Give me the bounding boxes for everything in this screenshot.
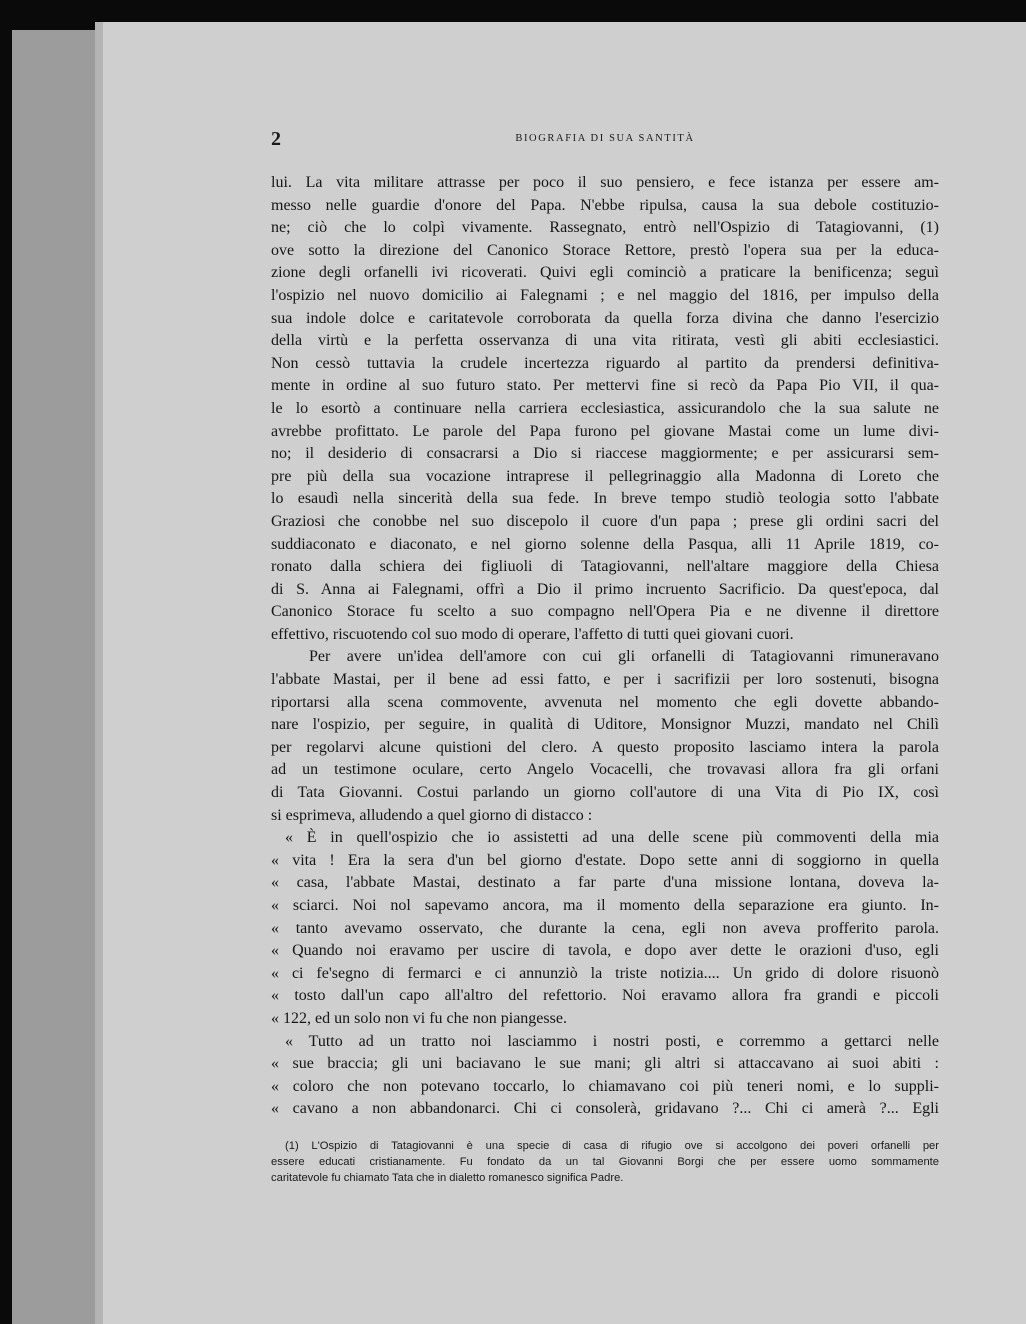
text-line: avrebbe profittato. Le parole del Papa furono pel giovane Mastai come un lume divi- — [271, 422, 939, 440]
text-line: ad un testimone oculare, certo Angelo Vocacelli, che trovavasi allora fra gli orfani — [271, 761, 939, 779]
text-line: lui. La vita militare attrasse per poco il suo pensiero, e fece istanza per essere am- — [271, 174, 939, 191]
quote-line: « cavano a non abbandonarci. Chi ci consolerà, gridavano ?... Chi ci amerà ?... Egli — [271, 1100, 939, 1118]
text-line: ne; ciò che lo colpì vivamente. Rassegnato, entrò nell'Ospizio di Tatagiovanni, (1) — [271, 219, 939, 237]
text-line: messo nelle guardie d'onore del Papa. N'ebbe ripulsa, causa la sua debole costituzio- — [271, 196, 939, 214]
text-line: riportarsi alla scena commovente, avvenuta nel momento che egli dovette abbando- — [271, 693, 939, 711]
text-line: ronato dalla schiera dei figliuoli di Tatagiovanni, nell'altare maggiore della Chiesa — [271, 558, 939, 576]
quote-line: « Quando noi eravamo per uscire di tavola, e dopo aver dette le orazioni d'uso, egli — [271, 942, 939, 960]
quote-line: « vita ! Era la sera d'un bel giorno d'estate. Dopo sette anni di soggiorno in quella — [271, 851, 939, 869]
text-line: l'abbate Mastai, per il bene ad essi fatto, e per i sacrifizii per loro sostenuti, bisogna — [271, 671, 939, 689]
footnote — [271, 1138, 939, 1187]
text-line: pre più della sua vocazione intraprese il pellegrinaggio alla Madonna di Loreto che — [271, 467, 939, 485]
text-line: Graziosi che conobbe nel suo discepolo il cuore d'un papa ; prese gli ordini sacri del — [271, 512, 939, 530]
text-line: zione degli orfanelli ivi ricoverati. Quivi egli cominciò a praticare la benificenza; seguì — [271, 264, 939, 282]
text-line: le lo esortò a continuare nella carriera ecclesiastica, assicurandolo che la sua salute ne — [271, 399, 939, 417]
quote-line: « È in quell'ospizio che io assistetti ad una delle scene più commoventi della mia — [285, 829, 939, 847]
footnote-line: caritatevole fu chiamato Tata che in dialetto romanesco significa Padre. — [271, 1172, 624, 1185]
quote-line: « sciarci. Noi nol sapevamo ancora, ma il momento della separazione era giunto. In- — [271, 897, 939, 914]
quote-line: « coloro che non potevano toccarlo, lo chiamavano coi più teneri nomi, e lo suppli- — [271, 1077, 939, 1095]
text-line: l'ospizio nel nuovo domicilio ai Falegnami ; e nel maggio del 1816, per impulso della — [271, 286, 939, 304]
text-line: di S. Anna ai Falegnami, offrì a Dio il primo incruento Sacrificio. Da quest'epoca, dal — [271, 580, 939, 598]
page-header — [271, 128, 939, 150]
text-line: per regolarvi alcune quistioni del clero. A questo proposito lasciamo intera la parola — [271, 738, 939, 756]
text-line: ove sotto la direzione del Canonico Storace Rettore, prestò l'opera sua per la educa- — [271, 241, 939, 259]
text-line: Per avere un'idea dell'amore con cui gli orfanelli di Tatagiovanni rimuneravano — [309, 648, 939, 666]
text-line: suddiaconato e diaconato, e nel giorno solenne della Pasqua, alli 11 Aprile 1819, co- — [271, 535, 939, 553]
text-line: della virtù e la perfetta osservanza di una vita ritirata, vestì gli abiti ecclesiastici. — [271, 332, 939, 350]
text-line: lo esaudì nella sincerità della sua fede. In breve tempo studiò teologia sotto l'abbate — [271, 490, 939, 508]
text-line: nare l'ospizio, per seguire, in qualità di Uditore, Monsignor Muzzi, mandato nel Chilì — [271, 716, 939, 734]
quote-line: « sue braccia; gli uni baciavano le sue mani; gli altri si attaccavano ai suoi abiti : — [271, 1055, 939, 1073]
text-line: Non cessò tuttavia la crudele incertezza riguardo al partito da prendersi definitiva- — [271, 354, 939, 372]
text-line: effettivo, riscuotendo col suo modo di operare, l'affetto di tutti quei giovani cuori. — [271, 625, 794, 643]
text-line: di Tata Giovanni. Costui parlando un giorno coll'autore di una Vita di Pio IX, così — [271, 784, 939, 802]
quote-line: « Tutto ad un tratto noi lasciammo i nostri posti, e corremmo a gettarci nelle — [285, 1032, 939, 1050]
quote-line: « 122, ed un solo non vi fu che non piangesse. — [271, 1009, 567, 1027]
text-line: sua indole dolce e caritatevole corroborata da quella forza divina che danno l'esercizio — [271, 309, 939, 327]
running-title: BIOGRAFIA DI SUA SANTITÀ — [515, 133, 695, 144]
quote-line: « casa, l'abbate Mastai, destinato a far parte d'una missione lontana, doveva la- — [271, 874, 939, 892]
footnote-line: (1) L'Ospizio di Tatagiovanni è una specie di casa di rifugio ove si accolgono dei poveri orfanelli per — [285, 1140, 939, 1152]
text-line: Canonico Storace fu scelto a suo compagno nell'Opera Pia e ne divenne il direttore — [271, 603, 939, 621]
text-line: no; il desiderio di consacrarsi a Dio si riaccese maggiormente; e per assicurarsi sem- — [271, 445, 939, 463]
quote-line: « tanto avevamo osservato, che durante la cena, egli non aveva profferito parola. — [271, 919, 939, 937]
quote-line: « ci fe'segno di fermarci e ci annunziò la triste notizia.... Un grido di dolore risuonò — [271, 964, 939, 982]
page-number: 2 — [271, 128, 281, 150]
text-line: mente in ordine al suo futuro stato. Per mettervi fine si recò da Papa Pio VII, il qua- — [271, 377, 939, 395]
text-line: si esprimeva, alludendo a quel giorno di distacco : — [271, 806, 593, 824]
page-edge-shadow — [95, 22, 103, 1324]
footnote-line: essere educati cristianamente. Fu fondato da un tal Giovanni Borgi che per essere uomo sommamente — [271, 1156, 939, 1169]
quote-line: « tosto dall'un capo all'altro del refettorio. Noi eravamo allora fra grandi e piccoli — [271, 987, 939, 1005]
body-text — [271, 172, 939, 1121]
